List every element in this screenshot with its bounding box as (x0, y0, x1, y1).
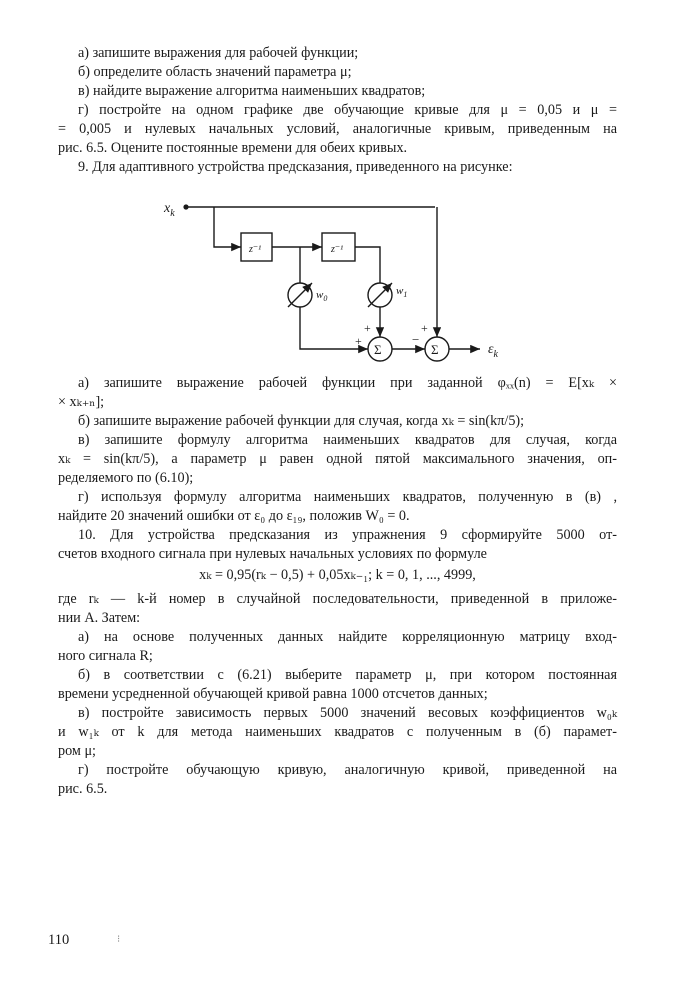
ex10-after-2: нии А. Затем: (58, 610, 141, 626)
exercise-9-title: 9. Для адаптивного устройства предсказания, приведенного на рисунке: (78, 159, 513, 175)
ex10-item-c-line-3: ром μ; (58, 743, 96, 759)
predictor-block-diagram (150, 188, 520, 368)
sum1-symbol: Σ (374, 342, 382, 357)
delay2-label: z⁻¹ (331, 244, 344, 255)
ex10-after-1: где rₖ — k-й номер в случайной последовательности, приведенной в приложе- (58, 591, 617, 607)
ex10-item-a-line-2: ного сигнала R; (58, 648, 153, 664)
item-d-line-2: = 0,005 и нулевых начальных условий, аналогичные кривым, приведенным на (58, 121, 617, 137)
item-d-line-3: рис. 6.5. Оцените постоянные времени для обеих кривых. (58, 140, 408, 156)
ex10-line-1: 10. Для устройства предсказания из упражнения 9 сформируйте 5000 от- (78, 527, 617, 543)
input-node-dot (183, 204, 188, 209)
input-to-delay1 (214, 207, 241, 247)
ex9-item-b: б) запишите выражение рабочей функции для случая, когда xₖ = sin(kπ/5); (78, 413, 525, 429)
ex10-line-2: счетов входного сигнала при нулевых начальных условиях по формуле (58, 546, 487, 562)
weight-w0-label: $w_0$ (316, 289, 328, 303)
ex10-item-c-line-1: в) постройте зависимость первых 5000 значений весовых коэффициентов w₀ₖ (78, 705, 617, 721)
ex10-formula: xₖ = 0,95(rₖ − 0,5) + 0,05xₖ₋₁; k = 0, 1, ..., 4999, (199, 567, 476, 583)
output-label: $\varepsilon_k$ (488, 342, 498, 360)
sum2-plus-top: + (421, 321, 428, 335)
ex9-item-d-line-1: г) используя формулу алгоритма наименьших квадратов, полученную в (в) , (78, 489, 617, 505)
sum1-plus-left: + (355, 334, 362, 348)
sum2-symbol: Σ (431, 342, 439, 357)
ex9-item-c-line-1: в) запишите формулу алгоритма наименьших квадратов для случая, когда (78, 432, 617, 448)
weight-w1-label: $w_1$ (396, 285, 408, 299)
item-d-line-1: г) постройте на одном графике две обучающие кривые для μ = 0,05 и μ = (78, 102, 617, 118)
page-number: 110 (48, 932, 70, 948)
delay1-label: z⁻¹ (249, 244, 262, 255)
item-b-line: б) определите область значений параметра μ; (78, 64, 352, 80)
ex10-item-c-line-2: и w₁ₖ от k для метода наименьших квадратов с полученным в (б) парамет- (58, 724, 617, 740)
item-c-line: в) найдите выражение алгоритма наименьших квадратов; (78, 83, 426, 99)
ex9-item-c-line-2: xₖ = sin(kπ/5), а параметр μ равен одной пятой максимального значения, оп- (58, 451, 617, 467)
ex9-item-a-line-1: а) запишите выражение рабочей функции при заданной φₓₓ(n) = E[xₖ × (78, 375, 617, 391)
scan-mark: ⁝ (117, 934, 121, 945)
ex10-item-d-line-1: г) постройте обучающую кривую, аналогичную кривой, приведенной на (78, 762, 617, 778)
ex9-item-a-line-2: × xₖ₊ₙ]; (58, 394, 105, 410)
tap-w1 (355, 247, 380, 283)
ex9-item-d-line-2: найдите 20 значений ошибки от ε₀ до ε₁₉, положив W₀ = 0. (58, 508, 410, 524)
sum1-plus-top: + (364, 321, 371, 335)
item-a-line: а) запишите выражения для рабочей функции; (78, 45, 359, 61)
ex9-item-c-line-3: ределяемого по (6.10); (58, 470, 194, 486)
ex10-item-b-line-2: времени усредненной обучающей кривой равна 1000 отсчетов данных; (58, 686, 488, 702)
ex10-item-d-line-2: рис. 6.5. (58, 781, 108, 797)
sum2-minus: − (412, 332, 420, 347)
ex10-item-a-line-1: а) на основе полученных данных найдите корреляционную матрицу вход- (78, 629, 617, 645)
input-label: $x_k$ (164, 201, 175, 219)
ex10-item-b-line-1: б) в соответствии с (6.21) выберите параметр μ, при котором постоянная (78, 667, 617, 683)
